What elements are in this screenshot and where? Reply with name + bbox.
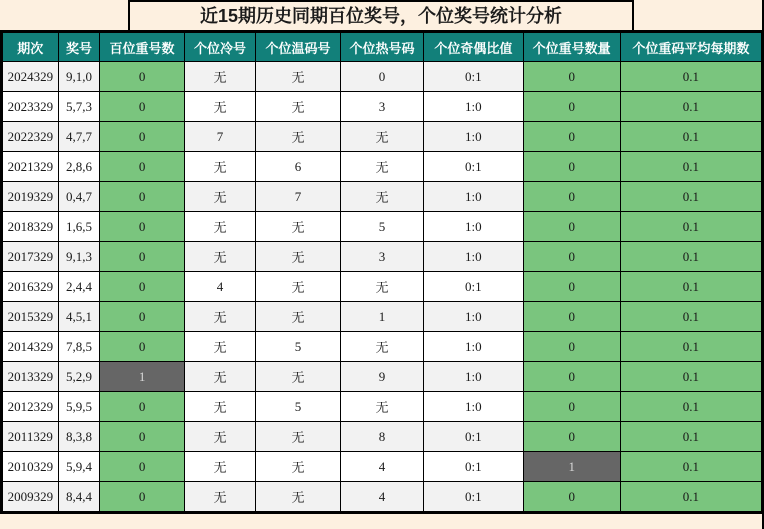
table-cell: 0.1 bbox=[620, 272, 761, 302]
table-body bbox=[3, 62, 762, 512]
table-cell: 无 bbox=[340, 152, 423, 182]
table-cell: 0:1 bbox=[424, 422, 523, 452]
table-cell: 0 bbox=[100, 152, 184, 182]
page-title: 近15期历史同期百位奖号，个位奖号统计分析 bbox=[128, 0, 634, 30]
table-cell: 0.1 bbox=[620, 482, 761, 512]
table-cell: 0 bbox=[523, 92, 620, 122]
table-cell: 0:1 bbox=[424, 152, 523, 182]
table-cell: 0 bbox=[100, 272, 184, 302]
table-cell: 0 bbox=[523, 392, 620, 422]
table-cell: 5 bbox=[256, 392, 340, 422]
table-cell: 0 bbox=[100, 482, 184, 512]
statistics-table bbox=[2, 32, 762, 512]
table-cell: 0:1 bbox=[424, 272, 523, 302]
table-cell: 0 bbox=[523, 152, 620, 182]
table-row bbox=[3, 152, 762, 182]
table-cell: 1:0 bbox=[424, 242, 523, 272]
table-cell: 无 bbox=[184, 152, 256, 182]
table-cell: 1:0 bbox=[424, 302, 523, 332]
table-cell: 1:0 bbox=[424, 182, 523, 212]
table-cell: 无 bbox=[340, 392, 423, 422]
table-cell: 0.1 bbox=[620, 332, 761, 362]
table-cell: 无 bbox=[256, 242, 340, 272]
table-cell: 无 bbox=[256, 362, 340, 392]
table-cell: 无 bbox=[184, 62, 256, 92]
table-cell: 2024329 bbox=[3, 62, 59, 92]
table-row bbox=[3, 332, 762, 362]
table-cell: 0 bbox=[100, 212, 184, 242]
table-cell: 6 bbox=[256, 152, 340, 182]
table-cell: 2023329 bbox=[3, 92, 59, 122]
table-cell: 5,9,5 bbox=[58, 392, 100, 422]
table-cell: 无 bbox=[184, 212, 256, 242]
table-cell: 0.1 bbox=[620, 362, 761, 392]
table-cell: 2021329 bbox=[3, 152, 59, 182]
table-cell: 0.1 bbox=[620, 62, 761, 92]
table-cell: 无 bbox=[256, 302, 340, 332]
table-cell: 0 bbox=[523, 332, 620, 362]
table-cell: 0 bbox=[523, 422, 620, 452]
column-header: 个位奇偶比值 bbox=[424, 33, 523, 62]
table-cell: 0 bbox=[523, 212, 620, 242]
table-cell: 0 bbox=[523, 122, 620, 152]
table-cell: 4 bbox=[340, 482, 423, 512]
table-cell: 2,4,4 bbox=[58, 272, 100, 302]
table-cell: 无 bbox=[184, 482, 256, 512]
table-cell: 无 bbox=[256, 212, 340, 242]
table-row bbox=[3, 62, 762, 92]
table-cell: 1 bbox=[100, 362, 184, 392]
table-cell: 0.1 bbox=[620, 302, 761, 332]
table-cell: 0.1 bbox=[620, 212, 761, 242]
table-cell: 无 bbox=[340, 182, 423, 212]
table-cell: 1:0 bbox=[424, 212, 523, 242]
table-cell: 4,5,1 bbox=[58, 302, 100, 332]
table-cell: 0 bbox=[100, 302, 184, 332]
column-header: 奖号 bbox=[58, 33, 100, 62]
title-bar bbox=[0, 0, 762, 30]
column-header: 个位冷号 bbox=[184, 33, 256, 62]
column-header: 个位重号数量 bbox=[523, 33, 620, 62]
table-cell: 0.1 bbox=[620, 452, 761, 482]
table-cell: 无 bbox=[184, 332, 256, 362]
table-cell: 0 bbox=[100, 392, 184, 422]
table-cell: 无 bbox=[256, 122, 340, 152]
table-row bbox=[3, 272, 762, 302]
table-cell: 7 bbox=[256, 182, 340, 212]
table-row bbox=[3, 482, 762, 512]
table-cell: 0.1 bbox=[620, 182, 761, 212]
table-cell: 无 bbox=[256, 272, 340, 302]
table-cell: 无 bbox=[340, 332, 423, 362]
table-cell: 2012329 bbox=[3, 392, 59, 422]
header-row bbox=[3, 33, 762, 62]
table-cell: 0 bbox=[100, 62, 184, 92]
table-cell: 2015329 bbox=[3, 302, 59, 332]
table-cell: 0.1 bbox=[620, 92, 761, 122]
table-cell: 1:0 bbox=[424, 362, 523, 392]
table-row bbox=[3, 452, 762, 482]
table-cell: 4 bbox=[184, 272, 256, 302]
table-cell: 1 bbox=[340, 302, 423, 332]
table-cell: 0 bbox=[100, 452, 184, 482]
table-cell: 3 bbox=[340, 92, 423, 122]
table-cell: 无 bbox=[340, 122, 423, 152]
table-cell: 0 bbox=[100, 92, 184, 122]
table-row bbox=[3, 242, 762, 272]
column-header: 百位重号数 bbox=[100, 33, 184, 62]
table-cell: 无 bbox=[256, 62, 340, 92]
table-cell: 0.1 bbox=[620, 392, 761, 422]
table-cell: 5,9,4 bbox=[58, 452, 100, 482]
table-cell: 0 bbox=[100, 122, 184, 152]
table-cell: 0 bbox=[523, 482, 620, 512]
table-cell: 4,7,7 bbox=[58, 122, 100, 152]
column-header: 期次 bbox=[3, 33, 59, 62]
table-cell: 0,4,7 bbox=[58, 182, 100, 212]
table-cell: 无 bbox=[256, 452, 340, 482]
table-cell: 1:0 bbox=[424, 92, 523, 122]
table-cell: 0:1 bbox=[424, 62, 523, 92]
table-cell: 无 bbox=[256, 92, 340, 122]
table-cell: 0 bbox=[100, 182, 184, 212]
table-cell: 2,8,6 bbox=[58, 152, 100, 182]
table-cell: 5 bbox=[256, 332, 340, 362]
table-cell: 0 bbox=[523, 182, 620, 212]
table-cell: 0 bbox=[100, 242, 184, 272]
table-cell: 8,3,8 bbox=[58, 422, 100, 452]
table-cell: 无 bbox=[184, 92, 256, 122]
table-cell: 1:0 bbox=[424, 332, 523, 362]
table-row bbox=[3, 392, 762, 422]
table-cell: 3 bbox=[340, 242, 423, 272]
table-cell: 无 bbox=[256, 422, 340, 452]
column-header: 个位热号码 bbox=[340, 33, 423, 62]
table-cell: 无 bbox=[184, 182, 256, 212]
table-row bbox=[3, 362, 762, 392]
table-cell: 2022329 bbox=[3, 122, 59, 152]
table-cell: 9 bbox=[340, 362, 423, 392]
table-row bbox=[3, 92, 762, 122]
table-cell: 5,2,9 bbox=[58, 362, 100, 392]
table-cell: 0:1 bbox=[424, 452, 523, 482]
table-cell: 0 bbox=[340, 62, 423, 92]
table-cell: 无 bbox=[340, 272, 423, 302]
table-row bbox=[3, 422, 762, 452]
table-cell: 2011329 bbox=[3, 422, 59, 452]
table-cell: 8,4,4 bbox=[58, 482, 100, 512]
table-cell: 2017329 bbox=[3, 242, 59, 272]
table-cell: 0.1 bbox=[620, 152, 761, 182]
table-cell: 0 bbox=[100, 332, 184, 362]
table-cell: 无 bbox=[184, 392, 256, 422]
table-row bbox=[3, 212, 762, 242]
table-cell: 0.1 bbox=[620, 242, 761, 272]
column-header: 个位重码平均每期数 bbox=[620, 33, 761, 62]
table-cell: 0 bbox=[523, 62, 620, 92]
table-cell: 1:0 bbox=[424, 392, 523, 422]
table-cell: 2013329 bbox=[3, 362, 59, 392]
table-cell: 0 bbox=[523, 302, 620, 332]
table-row bbox=[3, 182, 762, 212]
table-cell: 无 bbox=[184, 362, 256, 392]
table-cell: 8 bbox=[340, 422, 423, 452]
table-cell: 2018329 bbox=[3, 212, 59, 242]
table-row bbox=[3, 122, 762, 152]
table-cell: 7,8,5 bbox=[58, 332, 100, 362]
statistics-table-wrapper bbox=[0, 30, 762, 514]
table-cell: 无 bbox=[184, 422, 256, 452]
table-cell: 2014329 bbox=[3, 332, 59, 362]
table-cell: 9,1,0 bbox=[58, 62, 100, 92]
table-cell: 2019329 bbox=[3, 182, 59, 212]
table-cell: 0 bbox=[523, 272, 620, 302]
table-cell: 无 bbox=[184, 302, 256, 332]
table-cell: 1 bbox=[523, 452, 620, 482]
column-header: 个位温码号 bbox=[256, 33, 340, 62]
table-cell: 无 bbox=[184, 452, 256, 482]
table-cell: 0 bbox=[100, 422, 184, 452]
table-head bbox=[3, 33, 762, 62]
table-cell: 9,1,3 bbox=[58, 242, 100, 272]
table-cell: 2009329 bbox=[3, 482, 59, 512]
table-cell: 4 bbox=[340, 452, 423, 482]
table-cell: 2010329 bbox=[3, 452, 59, 482]
table-cell: 1,6,5 bbox=[58, 212, 100, 242]
table-row bbox=[3, 302, 762, 332]
table-cell: 5,7,3 bbox=[58, 92, 100, 122]
table-cell: 0:1 bbox=[424, 482, 523, 512]
table-cell: 7 bbox=[184, 122, 256, 152]
table-cell: 0 bbox=[523, 362, 620, 392]
table-cell: 5 bbox=[340, 212, 423, 242]
table-cell: 1:0 bbox=[424, 122, 523, 152]
table-cell: 无 bbox=[184, 242, 256, 272]
table-cell: 2016329 bbox=[3, 272, 59, 302]
table-cell: 0.1 bbox=[620, 422, 761, 452]
table-cell: 无 bbox=[256, 482, 340, 512]
table-cell: 0 bbox=[523, 242, 620, 272]
table-cell: 0.1 bbox=[620, 122, 761, 152]
